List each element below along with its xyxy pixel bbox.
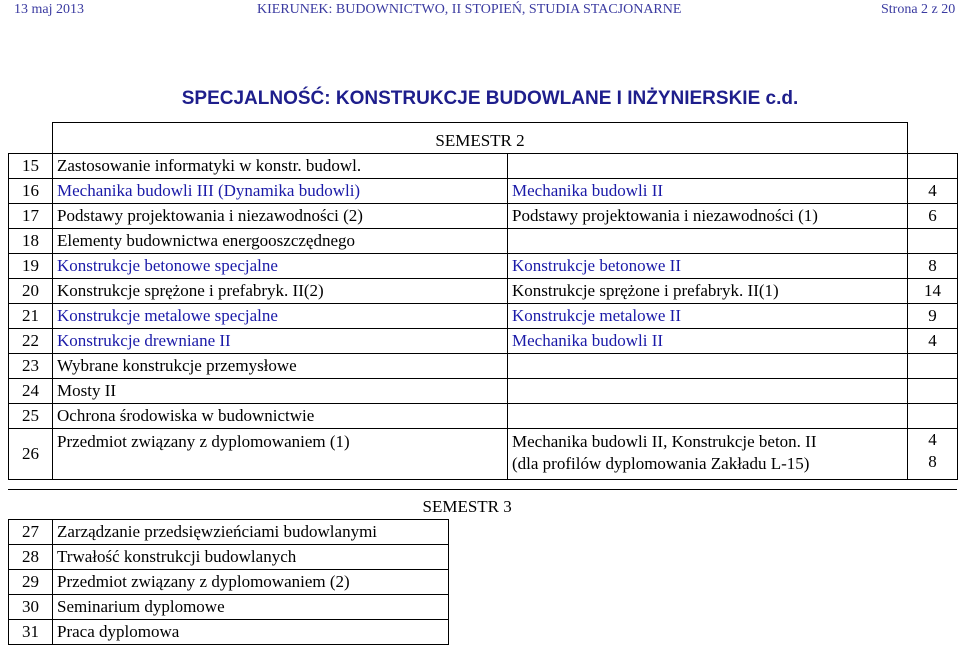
credits-value xyxy=(908,354,958,379)
prerequisite-subject: Mechanika budowli II xyxy=(508,179,908,204)
row-number: 22 xyxy=(9,329,53,354)
subject-name: Mosty II xyxy=(53,379,508,404)
header-direction: KIERUNEK: BUDOWNICTWO, II STOPIEŃ, STUDIA STACJONARNE xyxy=(257,2,682,17)
prerequisite-line: Mechanika budowli II, Konstrukcje beton. II xyxy=(512,432,817,451)
prerequisite-subject: Konstrukcje metalowe II xyxy=(508,304,908,329)
header-page-number: Strona 2 z 20 xyxy=(881,2,956,17)
row-number: 21 xyxy=(9,304,53,329)
semester-3-label: SEMESTR 3 xyxy=(422,497,512,516)
subject-name: Podstawy projektowania i niezawodności (2) xyxy=(53,204,508,229)
row-number: 18 xyxy=(9,229,53,254)
table-row xyxy=(9,354,958,379)
credits-value: 9 xyxy=(908,304,958,329)
table-row xyxy=(9,329,958,354)
subject-name: Seminarium dyplomowe xyxy=(53,595,449,620)
subject-name: Wybrane konstrukcje przemysłowe xyxy=(53,354,508,379)
prerequisite-subject: Mechanika budowli II xyxy=(508,329,908,354)
credits-value xyxy=(908,379,958,404)
subject-name: Konstrukcje sprężone i prefabryk. II(2) xyxy=(53,279,508,304)
row-number: 20 xyxy=(9,279,53,304)
credits-line: 4 xyxy=(928,430,937,449)
prerequisite-subject xyxy=(508,354,908,379)
credits-value xyxy=(908,404,958,429)
credits-value: 8 xyxy=(908,254,958,279)
row-number: 17 xyxy=(9,204,53,229)
subject-name: Przedmiot związany z dyplomowaniem (2) xyxy=(53,570,449,595)
subject-name: Mechanika budowli III (Dynamika budowli) xyxy=(53,179,508,204)
subject-name: Zarządzanie przedsięwzieńciami budowlanymi xyxy=(53,520,449,545)
table-row xyxy=(9,379,958,404)
table-row xyxy=(9,545,449,570)
table-row xyxy=(9,520,449,545)
table-row xyxy=(9,595,449,620)
credits-value: 4 xyxy=(908,179,958,204)
prerequisite-subject: Konstrukcje sprężone i prefabryk. II(1) xyxy=(508,279,908,304)
subject-name: Elementy budownictwa energooszczędnego xyxy=(53,229,508,254)
table-row xyxy=(9,304,958,329)
prerequisite-subject xyxy=(508,379,908,404)
table-row xyxy=(9,254,958,279)
prerequisite-subject xyxy=(508,229,908,254)
table-row xyxy=(9,570,449,595)
page-title: SPECJALNOŚĆ: KONSTRUKCJE BUDOWLANE I INŻYNIERSKIE c.d. xyxy=(181,88,799,109)
subject-name: Przedmiot związany z dyplomowaniem (1) xyxy=(53,429,508,480)
row-number: 28 xyxy=(9,545,53,570)
credits-value xyxy=(908,229,958,254)
credits-value xyxy=(908,429,958,480)
row-number: 16 xyxy=(9,179,53,204)
row-number: 19 xyxy=(9,254,53,279)
row-number: 27 xyxy=(9,520,53,545)
prerequisite-subject: Konstrukcje betonowe II xyxy=(508,254,908,279)
row-number: 15 xyxy=(9,154,53,179)
subject-name: Trwałość konstrukcji budowlanych xyxy=(53,545,449,570)
table-row xyxy=(9,154,958,179)
row-number: 26 xyxy=(9,429,53,480)
semester-2-label: SEMESTR 2 xyxy=(53,123,908,154)
subject-name: Zastosowanie informatyki w konstr. budowl. xyxy=(53,154,508,179)
prerequisite-subject xyxy=(508,154,908,179)
table-row xyxy=(9,204,958,229)
subject-name: Ochrona środowiska w budownictwie xyxy=(53,404,508,429)
row-number: 29 xyxy=(9,570,53,595)
prerequisite-subject xyxy=(508,429,908,480)
semester-3-table xyxy=(8,489,512,645)
table-row xyxy=(9,429,958,480)
table-row xyxy=(9,279,958,304)
row-number: 24 xyxy=(9,379,53,404)
semester-3-heading-row xyxy=(9,489,449,520)
table-row xyxy=(9,179,958,204)
header-date: 13 maj 2013 xyxy=(14,2,84,17)
table-row xyxy=(9,404,958,429)
subject-name: Konstrukcje drewniane II xyxy=(53,329,508,354)
prerequisite-subject: Podstawy projektowania i niezawodności (1) xyxy=(508,204,908,229)
row-number: 23 xyxy=(9,354,53,379)
subject-name: Konstrukcje betonowe specjalne xyxy=(53,254,508,279)
subject-name: Praca dyplomowa xyxy=(53,620,449,645)
semester-2-table xyxy=(8,122,958,480)
credits-value: 4 xyxy=(908,329,958,354)
credits-value xyxy=(908,154,958,179)
row-number: 31 xyxy=(9,620,53,645)
prerequisite-subject xyxy=(508,404,908,429)
credits-value: 6 xyxy=(908,204,958,229)
semester-2-heading-row xyxy=(9,123,958,154)
table-row xyxy=(9,229,958,254)
row-number: 25 xyxy=(9,404,53,429)
prerequisite-line: (dla profilów dyplomowania Zakładu L-15) xyxy=(512,454,810,473)
semester-3-divider xyxy=(8,489,957,490)
credits-line: 8 xyxy=(928,452,937,471)
subject-name: Konstrukcje metalowe specjalne xyxy=(53,304,508,329)
row-number: 30 xyxy=(9,595,53,620)
credits-value: 14 xyxy=(908,279,958,304)
table-row xyxy=(9,620,449,645)
